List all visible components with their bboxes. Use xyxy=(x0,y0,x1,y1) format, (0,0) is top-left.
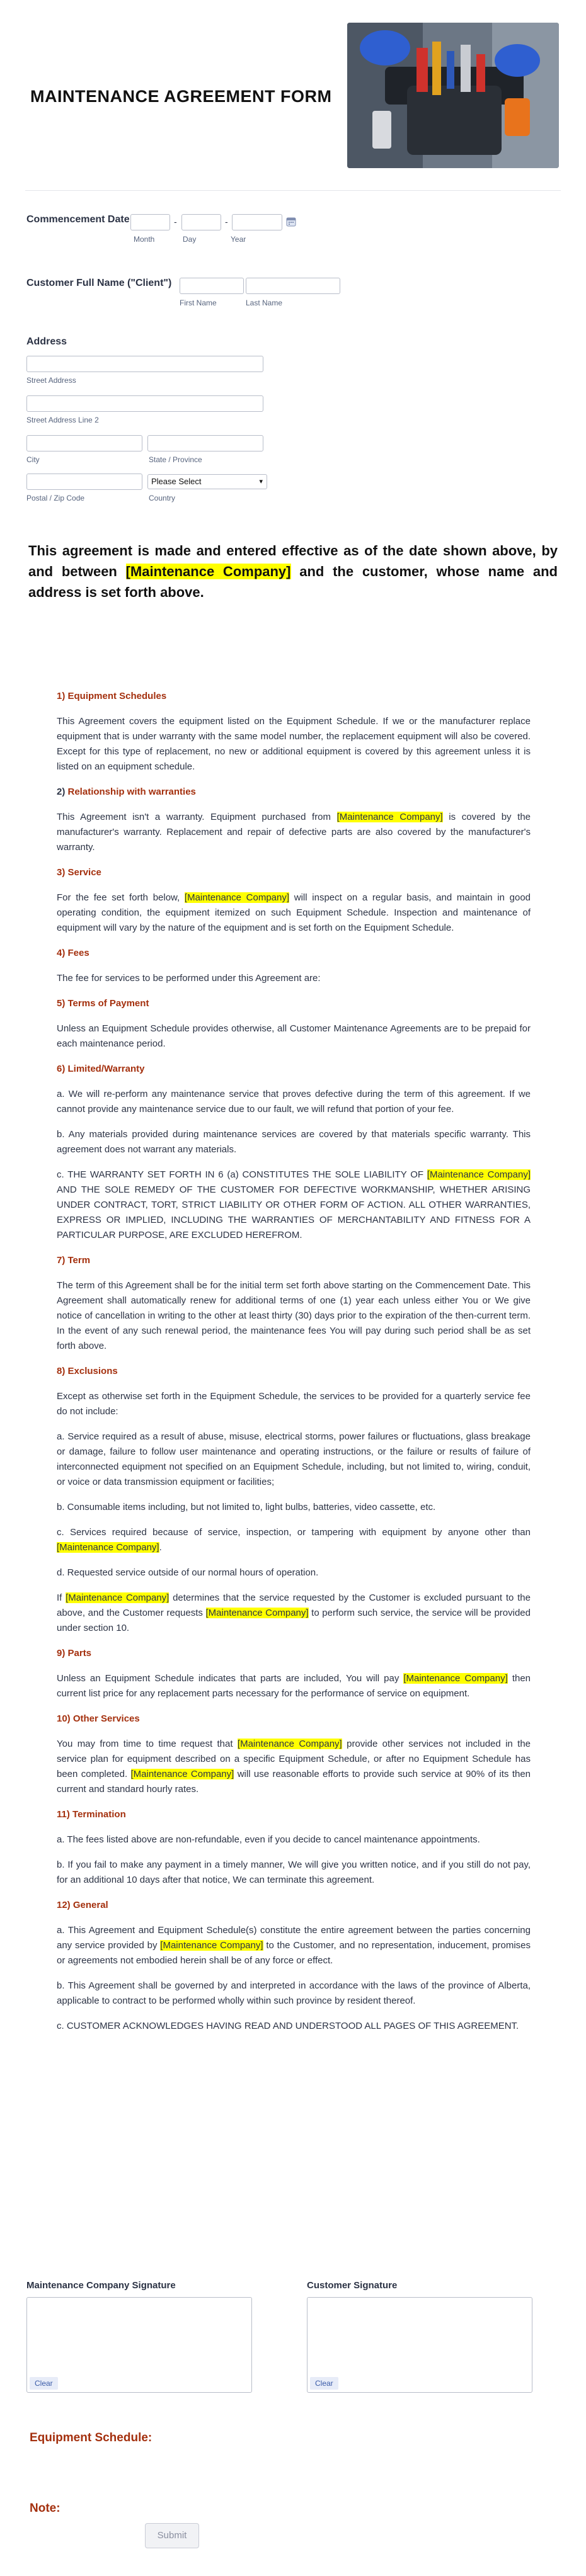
section-heading: 12) General xyxy=(57,1900,108,1910)
customer-signature-clear-button[interactable]: Clear xyxy=(310,2377,338,2390)
company-signature-label: Maintenance Company Signature xyxy=(26,2280,176,2291)
form-title: MAINTENANCE AGREEMENT FORM xyxy=(30,87,332,106)
section-paragraph: Unless an Equipment Schedule indicates that parts are included, You will pay [Maintenance Company] then current list price for any replacement parts necessary for the performance of service on equipment. xyxy=(57,1673,531,1699)
section-heading: 6) Limited/Warranty xyxy=(57,1064,145,1074)
first-name-sub-label: First Name xyxy=(180,298,217,307)
company-placeholder: [Maintenance Company] xyxy=(237,1739,342,1749)
country-select-value: Please Select xyxy=(151,477,202,486)
chevron-down-icon: ▾ xyxy=(259,478,263,485)
year-input[interactable] xyxy=(232,214,282,230)
postal-code-sub-label: Postal / Zip Code xyxy=(26,494,85,502)
section-heading: 5) Terms of Payment xyxy=(57,998,149,1009)
header-photo xyxy=(347,23,559,168)
state-sub-label: State / Province xyxy=(149,455,202,464)
company-placeholder: [Maintenance Company] xyxy=(66,1592,169,1603)
section-heading: 4) Fees xyxy=(57,948,89,958)
section-title: Relationship with warranties xyxy=(65,786,196,797)
country-select[interactable] xyxy=(147,474,267,489)
section-paragraph: If [Maintenance Company] determines that the service requested by the Customer is excluded pursuant to the above, and the Customer requests [Maintenance Company] to perform such service, the service will be provided under section 10. xyxy=(57,1592,531,1633)
intro-text: and the customer, whose name and address is set forth above. xyxy=(28,564,558,600)
section-paragraph: This Agreement isn't a warranty. Equipment purchased from [Maintenance Company] is covered by the manufacturer's warranty. Replacement and repair of defective parts are also covered by the manufacturer's warranty. xyxy=(57,812,531,853)
section-paragraph: a. This Agreement and Equipment Schedule(s) constitute the entire agreement between the parties concerning any service provided by [Maintenance Company] to the Customer, and no representation, inducement, promises or agreements not embodied herein shall be of any force or effect. xyxy=(57,1925,531,1966)
section-paragraph: For the fee set forth below, [Maintenance Company] will inspect on a regular basis, and maintain in good operating condition, the equipment itemized on such Equipment Schedule. Inspection and maintenance of equipment will vary by the nature of the equipment and is set forth on the Equipment Schedule. xyxy=(57,892,531,933)
section-paragraph: b. If you fail to make any payment in a timely manner, We will give you written notice, and if you still do not pay, for an additional 10 days after that notice, We can terminate this agreement. xyxy=(57,1859,531,1885)
section-paragraph: You may from time to time request that [Maintenance Company] provide other services not included in the service plan for equipment described on a specific Equipment Schedule, or after no Equipment Schedule has been completed. [Maintenance Company] will use reasonable efforts to provide such service at 90% of its then current and standard hourly rates. xyxy=(57,1739,531,1795)
section-heading: 7) Term xyxy=(57,1255,91,1266)
company-placeholder: [Maintenance Company] xyxy=(125,564,291,579)
company-placeholder: [Maintenance Company] xyxy=(205,1608,309,1618)
section-heading: 1) Equipment Schedules xyxy=(57,691,167,701)
street-address-2-sub-label: Street Address Line 2 xyxy=(26,416,99,424)
street-address-sub-label: Street Address xyxy=(26,376,76,385)
city-input[interactable] xyxy=(26,435,142,451)
date-separator: - xyxy=(174,217,177,227)
section-paragraph: d. Requested service outside of our normal hours of operation. xyxy=(57,1567,319,1578)
company-placeholder: [Maintenance Company] xyxy=(184,892,290,903)
section-heading: 8) Exclusions xyxy=(57,1366,118,1376)
street-address-2-input[interactable] xyxy=(26,395,263,412)
section-paragraph: a. We will re-perform any maintenance service that proves defective during the term of this agreement. If we cannot provide any maintenance service due to our fault, we will refund that portion of your fee. xyxy=(57,1089,531,1115)
technician-tool-belt-image xyxy=(347,23,559,168)
agreement-body xyxy=(57,680,531,2044)
section-paragraph: c. Services required because of service, inspection, or tampering with equipment by anyone other than [Maintenance Company]. xyxy=(57,1527,531,1553)
state-input[interactable] xyxy=(147,435,263,451)
agreement-intro xyxy=(28,540,558,603)
year-sub-label: Year xyxy=(231,235,246,244)
section-paragraph: b. Consumable items including, but not limited to, light bulbs, batteries, video cassette, etc. xyxy=(57,1502,436,1512)
section-paragraph: The term of this Agreement shall be for the initial term set forth above starting on the Commencement Date. This Agreement shall automatically renew for additional terms of one (1) year each unless either You or We give notice of cancellation in writing to the other at least thirty (30) days prior to the expiration of the then-current term. In the event of any such renewal period, the maintenance fees You will pay during such period shall be as set forth above. xyxy=(57,1280,531,1351)
day-sub-label: Day xyxy=(183,235,197,244)
company-placeholder: [Maintenance Company] xyxy=(130,1769,234,1779)
company-placeholder: [Maintenance Company] xyxy=(336,812,443,822)
section-paragraph: c. THE WARRANTY SET FORTH IN 6 (a) CONSTITUTES THE SOLE LIABILITY OF [Maintenance Company] AND THE SOLE REMEDY OF THE CUSTOMER FOR DEFECTIVE WORKMANSHIP, WHETHER ARISING UNDER CONTRACT, TORT, STRICT LIABILITY OR OTHER FORM OF ACTION. ALL OTHER WARRANTIES, EXPRESS OR IMPLIED, INCLUDING THE WARRANTIES OF MERCHANTABILITY AND FITNESS FOR A PARTICULAR PURPOSE, ARE EXCLUDED HEREFROM. xyxy=(57,1169,531,1240)
date-separator: - xyxy=(225,217,228,227)
form-header xyxy=(0,0,586,183)
section-heading: 10) Other Services xyxy=(57,1713,140,1724)
section-paragraph: Unless an Equipment Schedule provides otherwise, all Customer Maintenance Agreements are to be prepaid for each maintenance period. xyxy=(57,1023,531,1049)
last-name-sub-label: Last Name xyxy=(246,298,283,307)
company-placeholder: [Maintenance Company] xyxy=(57,1542,159,1553)
company-placeholder: [Maintenance Company] xyxy=(160,1940,263,1951)
section-paragraph: a. Service required as a result of abuse, misuse, electrical storms, power failures or fluctuations, glass breakage or damage, failure to follow user maintenance and operating instructions, or the failure or results of failure of interconnected equipment not specified on an Equipment Schedule, including, but not limited to, wiring, conduit, or voice or data transmission equipment or facilities; xyxy=(57,1431,531,1487)
section-number: 2) xyxy=(57,786,66,797)
street-address-input[interactable] xyxy=(26,356,263,372)
postal-code-input[interactable] xyxy=(26,474,142,490)
country-sub-label: Country xyxy=(149,494,176,502)
company-placeholder: [Maintenance Company] xyxy=(403,1673,508,1684)
company-signature-clear-button[interactable]: Clear xyxy=(30,2377,58,2390)
section-paragraph: The fee for services to be performed under this Agreement are: xyxy=(57,973,321,984)
section-paragraph: b. This Agreement shall be governed by and interpreted in accordance with the laws of the province of Alberta, applicable to contract to be performed wholly within such province by resident thereof. xyxy=(57,1980,531,2006)
address-label: Address xyxy=(26,336,67,347)
commencement-date-label: Commencement Date xyxy=(26,214,130,225)
day-input[interactable] xyxy=(181,214,221,230)
company-signature-pad[interactable] xyxy=(26,2297,252,2393)
customer-signature-label: Customer Signature xyxy=(307,2280,398,2291)
section-paragraph: This Agreement covers the equipment listed on the Equipment Schedule. If we or the manufacturer replace equipment that is under warranty with the same model number, the replacement equipment will also be covered. Except for this type of replacement, no new or additional equipment is covered by this agreement unless it is listed on an equipment schedule. xyxy=(57,716,531,772)
section-paragraph: b. Any materials provided during maintenance services are covered by that materials specific warranty. This agreement does not warrant any materials. xyxy=(57,1129,531,1155)
company-placeholder: [Maintenance Company] xyxy=(427,1169,531,1180)
first-name-input[interactable] xyxy=(180,278,244,294)
section-heading: 3) Service xyxy=(57,867,101,878)
section-paragraph: Except as otherwise set forth in the Equipment Schedule, the services to be provided for a quarterly service fee do not include: xyxy=(57,1391,531,1417)
last-name-input[interactable] xyxy=(246,278,340,294)
customer-signature-pad[interactable] xyxy=(307,2297,532,2393)
intro-text: This agreement is made and entered effective as of the date shown above, by and between xyxy=(28,543,558,579)
section-heading: 11) Termination xyxy=(57,1809,126,1820)
note-heading: Note: xyxy=(30,2502,60,2515)
header-divider xyxy=(25,190,561,191)
submit-button[interactable]: Submit xyxy=(145,2523,199,2548)
calendar-icon[interactable] xyxy=(286,217,296,227)
customer-name-label: Customer Full Name ("Client") xyxy=(26,278,172,288)
section-paragraph: a. The fees listed above are non-refundable, even if you decide to cancel maintenance appointments. xyxy=(57,1834,480,1845)
section-heading xyxy=(57,785,531,800)
month-input[interactable] xyxy=(130,214,170,230)
month-sub-label: Month xyxy=(134,235,155,244)
equipment-schedule-heading: Equipment Schedule: xyxy=(30,2431,152,2444)
section-heading: 9) Parts xyxy=(57,1648,92,1659)
section-paragraph: c. CUSTOMER ACKNOWLEDGES HAVING READ AND UNDERSTOOD ALL PAGES OF THIS AGREEMENT. xyxy=(57,2021,519,2031)
city-sub-label: City xyxy=(26,455,40,464)
